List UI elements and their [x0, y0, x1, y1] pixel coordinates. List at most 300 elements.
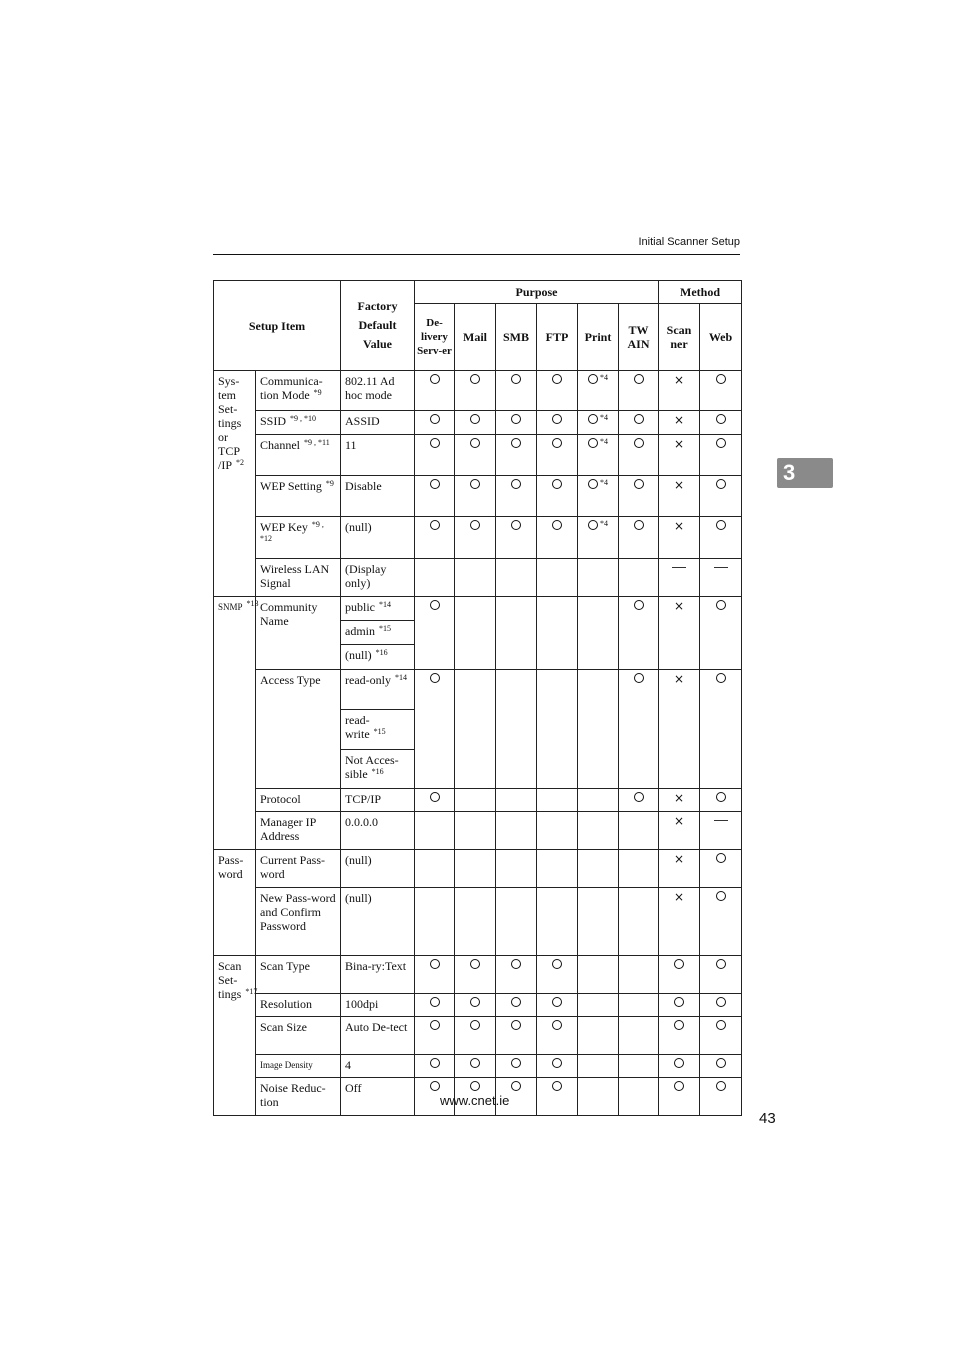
- circle-mark-icon: [674, 1058, 684, 1068]
- mark-cell: [659, 597, 700, 670]
- item-cell: [256, 597, 341, 670]
- value-cell: [341, 850, 415, 888]
- circle-mark-icon: [716, 600, 726, 610]
- footnote-ref: *16: [371, 767, 384, 776]
- mark-available: [552, 373, 562, 387]
- circle-mark-icon: [511, 438, 521, 448]
- mark-cell: [496, 956, 537, 994]
- mark-available: [716, 373, 726, 387]
- mark-cell: [537, 994, 578, 1017]
- item-cell-text: Scan Size: [260, 1020, 307, 1034]
- mark-cell: [496, 670, 537, 789]
- mark-cell: [700, 850, 742, 888]
- value-cell-text: 4: [345, 1058, 351, 1072]
- footnote-ref: *4: [600, 519, 608, 528]
- footnote-ref: *14: [394, 673, 407, 682]
- mark-cell: [700, 597, 742, 670]
- value-cell: [341, 812, 415, 850]
- mark-cell: [537, 888, 578, 956]
- mark-cell: [455, 435, 496, 476]
- circle-mark-icon: [430, 438, 440, 448]
- value-cell: [341, 411, 415, 435]
- value-cell-text: (null): [345, 891, 372, 905]
- mark-cell: [659, 850, 700, 888]
- footnote-ref: *4: [600, 413, 608, 422]
- mark-available: [634, 791, 644, 805]
- mark-available: [674, 1080, 684, 1094]
- mark-cell: [455, 812, 496, 850]
- value-cell: [341, 956, 415, 994]
- circle-mark-icon: [470, 997, 480, 1007]
- mark-available: [552, 519, 562, 533]
- mark-available: [716, 791, 726, 805]
- mark-cell: [415, 559, 455, 597]
- circle-mark-icon: [716, 479, 726, 489]
- mark-available: [470, 996, 480, 1010]
- mark-available: [634, 672, 644, 686]
- mark-not-available: ×: [673, 672, 685, 686]
- circle-mark-icon: [470, 374, 480, 384]
- mark-cell: [537, 670, 578, 789]
- item-cell: [256, 956, 341, 994]
- item-cell: [256, 850, 341, 888]
- circle-mark-icon: [588, 414, 598, 424]
- circle-mark-icon: [634, 479, 644, 489]
- mark-cell: [578, 956, 619, 994]
- mark-available: [470, 958, 480, 972]
- footnote-ref: *2: [236, 458, 245, 467]
- mark-cell: [578, 789, 619, 812]
- mark-cell: [537, 371, 578, 411]
- mark-cell: [700, 517, 742, 559]
- mark-cell: [455, 670, 496, 789]
- mark-cell: [700, 789, 742, 812]
- circle-mark-icon: [716, 673, 726, 683]
- value-cell-text: Bina-ry:Text: [345, 959, 407, 973]
- mark-cell: [700, 888, 742, 956]
- mark-cell: [578, 476, 619, 517]
- circle-mark-icon: [430, 414, 440, 424]
- circle-mark-icon: [634, 374, 644, 384]
- col-purpose-5: TW AIN: [619, 304, 659, 371]
- circle-mark-icon: [634, 414, 644, 424]
- mark-cell: [537, 411, 578, 435]
- mark-cell: [496, 1055, 537, 1078]
- mark-cell: [455, 888, 496, 956]
- mark-cell: [455, 994, 496, 1017]
- circle-mark-icon: [588, 374, 598, 384]
- circle-mark-icon: [634, 520, 644, 530]
- mark-cell: [537, 1017, 578, 1055]
- mark-cell: [659, 956, 700, 994]
- mark-available: [430, 791, 440, 805]
- item-cell: [256, 812, 341, 850]
- mark-cell: [415, 850, 455, 888]
- mark-cell: [619, 1055, 659, 1078]
- item-cell: [256, 1078, 341, 1116]
- mark-available: [430, 413, 440, 427]
- mark-available: [511, 1080, 521, 1094]
- mark-available: [716, 478, 726, 492]
- mark-cell: [619, 850, 659, 888]
- circle-mark-icon: [674, 1020, 684, 1030]
- value-cell-text: (null): [345, 853, 372, 867]
- mark-cell: [455, 789, 496, 812]
- group-cell: [214, 956, 256, 1116]
- circle-mark-icon: [552, 479, 562, 489]
- mark-available: [552, 958, 562, 972]
- group-cell-text: SNMP: [218, 602, 243, 612]
- circle-mark-icon: [674, 1081, 684, 1091]
- mark-cell: [659, 435, 700, 476]
- footnote-ref: *4: [600, 373, 608, 382]
- circle-mark-icon: [511, 414, 521, 424]
- value-cell-text: Auto De-tect: [345, 1020, 408, 1034]
- mark-available: [511, 437, 521, 451]
- value-cell-text: TCP/IP: [345, 792, 382, 806]
- col-purpose: Purpose: [415, 281, 659, 304]
- circle-mark-icon: [634, 438, 644, 448]
- circle-mark-icon: [634, 792, 644, 802]
- circle-mark-icon: [716, 853, 726, 863]
- mark-available: [470, 478, 480, 492]
- mark-cell: [415, 994, 455, 1017]
- mark-available: [430, 958, 440, 972]
- circle-mark-icon: [511, 1081, 521, 1091]
- mark-available: [430, 437, 440, 451]
- circle-mark-icon: [430, 997, 440, 1007]
- circle-mark-icon: [552, 438, 562, 448]
- mark-available: [511, 1057, 521, 1071]
- mark-cell: [578, 597, 619, 670]
- mark-available: [552, 413, 562, 427]
- table-row: [214, 559, 742, 597]
- table-row: [214, 888, 742, 956]
- value-cell: [341, 670, 415, 710]
- value-cell: [341, 597, 415, 621]
- mark-available: [588, 437, 608, 451]
- mark-cell: [578, 670, 619, 789]
- mark-available: [552, 1019, 562, 1033]
- item-cell-text: Community Name: [260, 600, 318, 628]
- item-cell: [256, 888, 341, 956]
- mark-cell: [578, 1017, 619, 1055]
- mark-cell: [415, 435, 455, 476]
- table-row: [214, 476, 742, 517]
- mark-cell: [578, 812, 619, 850]
- circle-mark-icon: [552, 997, 562, 1007]
- mark-cell: [415, 476, 455, 517]
- circle-mark-icon: [716, 891, 726, 901]
- item-cell-text: Noise Reduc-tion: [260, 1081, 326, 1109]
- circle-mark-icon: [511, 520, 521, 530]
- mark-available: [674, 958, 684, 972]
- value-cell: [341, 1078, 415, 1116]
- item-cell: [256, 670, 341, 789]
- mark-cell: [659, 789, 700, 812]
- mark-cell: [700, 670, 742, 789]
- mark-available: [430, 519, 440, 533]
- item-cell-text: Protocol: [260, 792, 301, 806]
- mark-cell: [578, 435, 619, 476]
- mark-cell: [619, 1017, 659, 1055]
- item-cell: [256, 789, 341, 812]
- mark-available: [634, 478, 644, 492]
- value-cell: [341, 994, 415, 1017]
- mark-cell: [415, 888, 455, 956]
- circle-mark-icon: [470, 520, 480, 530]
- circle-mark-icon: [716, 959, 726, 969]
- mark-cell: [578, 888, 619, 956]
- item-cell-text: Scan Type: [260, 959, 310, 973]
- table-row: [214, 789, 742, 812]
- footnote-ref: *9 , *11: [304, 438, 330, 447]
- mark-not-available: ×: [673, 814, 685, 828]
- mark-available: [470, 413, 480, 427]
- mark-not-available: ×: [673, 437, 685, 451]
- item-cell: [256, 1055, 341, 1078]
- item-cell: [256, 994, 341, 1017]
- item-cell: [256, 559, 341, 597]
- circle-mark-icon: [716, 1058, 726, 1068]
- mark-cell: [700, 411, 742, 435]
- mark-available: [552, 1080, 562, 1094]
- mark-available: [552, 478, 562, 492]
- circle-mark-icon: [430, 959, 440, 969]
- mark-available: [716, 958, 726, 972]
- value-cell-text: (null): [345, 520, 372, 534]
- mark-available: [588, 373, 608, 387]
- item-cell-text: Resolution: [260, 997, 313, 1011]
- item-cell: [256, 476, 341, 517]
- value-cell-text: read-write: [345, 713, 370, 741]
- circle-mark-icon: [511, 959, 521, 969]
- mark-not-available: ×: [673, 791, 685, 805]
- mark-available: [716, 1019, 726, 1033]
- circle-mark-icon: [430, 673, 440, 683]
- mark-available: [511, 996, 521, 1010]
- mark-available: [716, 413, 726, 427]
- mark-cell: [619, 1078, 659, 1116]
- value-cell: [341, 645, 415, 670]
- mark-available: [634, 373, 644, 387]
- circle-mark-icon: [552, 1081, 562, 1091]
- circle-mark-icon: [470, 1020, 480, 1030]
- footnote-ref: *9: [325, 479, 334, 488]
- circle-mark-icon: [716, 374, 726, 384]
- table-row: [214, 812, 742, 850]
- mark-cell: [619, 435, 659, 476]
- mark-not-available: ×: [673, 852, 685, 866]
- mark-cell: [455, 476, 496, 517]
- mark-cell: [700, 435, 742, 476]
- mark-cell: [700, 812, 742, 850]
- mark-cell: [578, 559, 619, 597]
- circle-mark-icon: [716, 1020, 726, 1030]
- circle-mark-icon: [588, 438, 598, 448]
- footnote-ref: *13: [246, 599, 259, 608]
- mark-cell: [415, 597, 455, 670]
- mark-cell: [619, 956, 659, 994]
- mark-available: [634, 413, 644, 427]
- circle-mark-icon: [470, 1058, 480, 1068]
- mark-cell: [537, 1078, 578, 1116]
- circle-mark-icon: [552, 1058, 562, 1068]
- group-cell: [214, 850, 256, 956]
- footnote-ref: *4: [600, 437, 608, 446]
- table-row: [214, 994, 742, 1017]
- mark-cell: [496, 888, 537, 956]
- mark-not-available: ×: [673, 519, 685, 533]
- circle-mark-icon: [588, 479, 598, 489]
- mark-available: [552, 1057, 562, 1071]
- mark-cell: [659, 476, 700, 517]
- circle-mark-icon: [470, 438, 480, 448]
- value-cell: [341, 371, 415, 411]
- value-cell: [341, 888, 415, 956]
- value-cell-text: Off: [345, 1081, 362, 1095]
- footnote-ref: *15: [373, 727, 386, 736]
- mark-cell: [700, 956, 742, 994]
- mark-cell: [455, 559, 496, 597]
- value-cell-text: 100dpi: [345, 997, 379, 1011]
- item-cell: [256, 1017, 341, 1055]
- item-cell-text: Access Type: [260, 673, 321, 687]
- mark-available: [716, 672, 726, 686]
- footnote-ref: *17: [245, 987, 258, 996]
- col-method-1: Web: [700, 304, 742, 371]
- mark-available: [716, 519, 726, 533]
- circle-mark-icon: [716, 1081, 726, 1091]
- mark-dash: [714, 820, 728, 821]
- col-purpose-3: FTP: [537, 304, 578, 371]
- table-row: [214, 411, 742, 435]
- mark-cell: [700, 1055, 742, 1078]
- value-cell-text: read-only: [345, 673, 391, 687]
- circle-mark-icon: [430, 479, 440, 489]
- mark-available: [511, 519, 521, 533]
- mark-not-available: ×: [673, 478, 685, 492]
- circle-mark-icon: [511, 1058, 521, 1068]
- mark-dash: [714, 567, 728, 568]
- mark-available: [430, 1019, 440, 1033]
- mark-available: [470, 1019, 480, 1033]
- table-row: [214, 1055, 742, 1078]
- circle-mark-icon: [588, 520, 598, 530]
- mark-available: [716, 852, 726, 866]
- circle-mark-icon: [430, 374, 440, 384]
- value-cell-text: 0.0.0.0: [345, 815, 378, 829]
- mark-cell: [537, 812, 578, 850]
- mark-available: [470, 1080, 480, 1094]
- mark-cell: [496, 597, 537, 670]
- circle-mark-icon: [552, 374, 562, 384]
- mark-cell: [496, 371, 537, 411]
- value-cell-text: (Display only): [345, 562, 387, 590]
- circle-mark-icon: [511, 1020, 521, 1030]
- mark-cell: [496, 789, 537, 812]
- value-cell-text: public: [345, 600, 375, 614]
- mark-cell: [619, 888, 659, 956]
- circle-mark-icon: [716, 414, 726, 424]
- circle-mark-icon: [634, 673, 644, 683]
- group-cell-text: Sys-tem Set-tings or TCP /IP: [218, 374, 242, 472]
- value-cell-text: 802.11 Ad hoc mode: [345, 374, 395, 402]
- item-cell-text: Wireless LAN Signal: [260, 562, 330, 590]
- circle-mark-icon: [470, 414, 480, 424]
- value-cell: [341, 750, 415, 789]
- mark-available: [674, 1019, 684, 1033]
- footnote-ref: *9 , *10: [290, 414, 317, 423]
- mark-cell: [659, 371, 700, 411]
- table-row: [214, 517, 742, 559]
- mark-cell: [496, 994, 537, 1017]
- mark-cell: [415, 789, 455, 812]
- circle-mark-icon: [430, 1020, 440, 1030]
- item-cell: [256, 371, 341, 411]
- item-cell: [256, 435, 341, 476]
- mark-available: [430, 996, 440, 1010]
- mark-cell: [659, 517, 700, 559]
- circle-mark-icon: [511, 374, 521, 384]
- mark-cell: [700, 371, 742, 411]
- mark-cell: [578, 411, 619, 435]
- mark-cell: [700, 1078, 742, 1116]
- value-cell: [341, 476, 415, 517]
- mark-available: [511, 1019, 521, 1033]
- circle-mark-icon: [470, 479, 480, 489]
- mark-cell: [659, 994, 700, 1017]
- circle-mark-icon: [716, 997, 726, 1007]
- mark-cell: [659, 411, 700, 435]
- table-row: [214, 435, 742, 476]
- circle-mark-icon: [634, 600, 644, 610]
- mark-cell: [537, 1055, 578, 1078]
- item-cell: [256, 411, 341, 435]
- circle-mark-icon: [552, 520, 562, 530]
- mark-cell: [496, 476, 537, 517]
- col-method-0: Scan ner: [659, 304, 700, 371]
- mark-cell: [619, 597, 659, 670]
- mark-available: [716, 599, 726, 613]
- mark-available: [588, 478, 608, 492]
- mark-available: [470, 1057, 480, 1071]
- mark-cell: [496, 435, 537, 476]
- mark-cell: [415, 371, 455, 411]
- running-header: Initial Scanner Setup: [638, 236, 740, 248]
- group-cell: [214, 597, 259, 850]
- mark-available: [552, 437, 562, 451]
- mark-cell: [415, 1055, 455, 1078]
- circle-mark-icon: [674, 997, 684, 1007]
- mark-available: [511, 373, 521, 387]
- mark-cell: [455, 850, 496, 888]
- mark-cell: [578, 371, 619, 411]
- mark-cell: [496, 559, 537, 597]
- item-cell-text: Channel: [260, 438, 300, 452]
- mark-cell: [659, 1017, 700, 1055]
- value-cell-text: ASSID: [345, 414, 380, 428]
- mark-cell: [537, 850, 578, 888]
- mark-available: [430, 373, 440, 387]
- mark-dash: [672, 567, 686, 568]
- mark-cell: [700, 476, 742, 517]
- circle-mark-icon: [511, 997, 521, 1007]
- mark-cell: [619, 994, 659, 1017]
- mark-available: [716, 996, 726, 1010]
- mark-cell: [537, 476, 578, 517]
- mark-cell: [415, 411, 455, 435]
